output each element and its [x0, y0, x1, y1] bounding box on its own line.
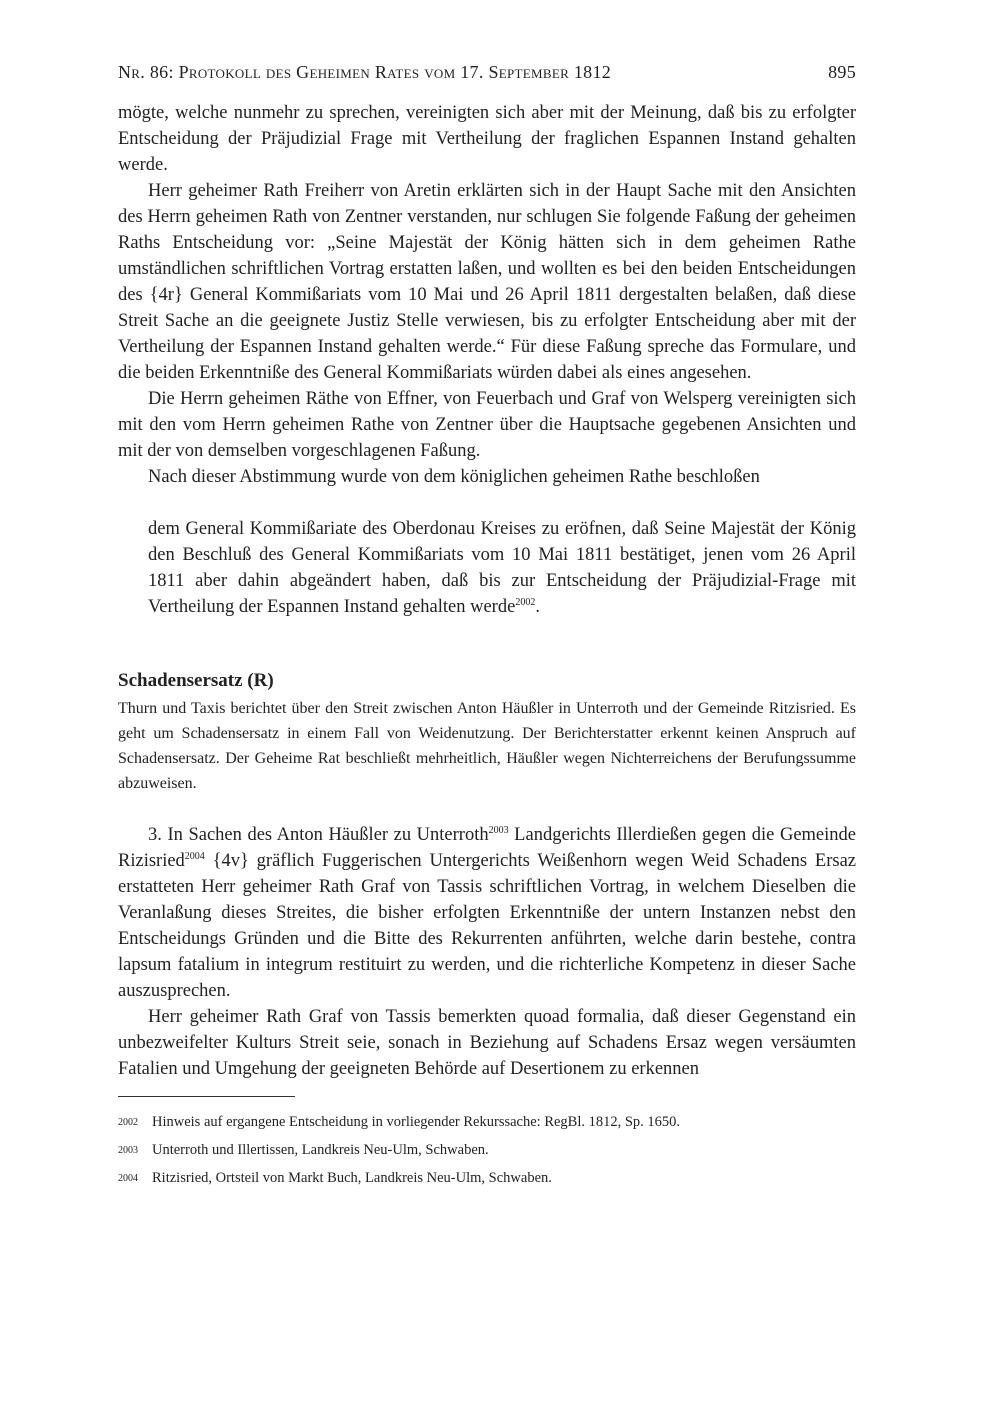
footnote-number: 2004 — [118, 1173, 138, 1184]
footnote-ref-2003: 2003 — [488, 825, 509, 836]
header-title: Nr. 86: Protokoll des Geheimen Rates vom 17. September 1812 — [118, 62, 612, 82]
footnote-number: 2003 — [118, 1145, 138, 1156]
footnote — [118, 1169, 856, 1188]
footnote-ref-2004: 2004 — [184, 851, 205, 862]
paragraph-aretin: Herr geheimer Rath Freiherr von Aretin erklärten sich in der Haupt Sache mit den Ansichten des Herrn geheimen Rath von Zentner verstanden, nur schlugen Sie folgende Faßung der geheimen Raths Entscheidung vor: „Seine Majestät der König hätten sich in dem geheimen Rathe umständlichen schriftlichen Vortrag erstatten laßen, und wollten es bei den beiden Entscheidungen des {4r} General Kommißariats vom 10 Mai und 26 April 1811 dergestalten belaßen, daß diese Streit Sache an die geeignete Justiz Stelle verwiesen, bis zu erfolgter Entscheidung aber mit der Vertheilung der Espannen Instand gehalten werde.“ Für diese Faßung spreche das Formulare, und die beiden Erkenntniße des General Kommißariats würden dabei als eines angesehen. — [118, 181, 856, 383]
footnote-text: Hinweis auf ergangene Entscheidung in vorliegender Rekurssache: RegBl. 1812, Sp. 1650. — [152, 1114, 681, 1130]
document-page — [118, 62, 856, 1197]
case-text-c: {4v} gräflich Fuggerischen Untergerichts Weißenhorn wegen Weid Schadens Ersaz erstatteten Herr geheimer Rath Graf von Tassis schriftlichen Vortrag, in welchem Dieselben die Veranlaßung dieses Streites, die bisher erfolgten Erkenntniße der untern Instanzen nebst den Entscheidungs Gründen und die Bitte des Rekurrenten anführten, welche darin bestehe, contra lapsum fatalium in integrum restituirt zu werden, und die richterliche Kompetenz in dieser Sache auszusprechen. — [118, 851, 856, 1001]
section-summary: Thurn und Taxis berichtet über den Streit zwischen Anton Häußler in Unterroth und der Gemeinde Ritzisried. Es geht um Schadensersatz in einem Fall von Weidenutzung. Der Berichterstatter erkennt keinen Anspruch auf Schadensersatz. Der Geheime Rat beschließt mehrheitlich, Häußler wegen Nichterreichens der Berufungssumme abzuweisen. — [118, 700, 856, 792]
footnote-number: 2002 — [118, 1117, 138, 1128]
paragraph-case-3 — [118, 822, 856, 1004]
footnote-ref-2002: 2002 — [515, 597, 536, 608]
footnote — [118, 1141, 856, 1160]
decision-end: . — [535, 597, 540, 617]
running-header — [118, 62, 856, 92]
footnote-divider — [118, 1096, 295, 1097]
case-text-b: Landgerichts Illerdießen gegen die Gemeinde Rizisried — [118, 825, 856, 871]
paragraph-tassis: Herr geheimer Rath Graf von Tassis bemerkten quoad formalia, daß dieser Gegenstand ein unbezweifelter Kulturs Streit seie, sonach in Beziehung auf Schadens Ersaz wegen versäumten Fatalien und Umgehung der geeigneten Behörde auf Desertionem zu erkennen — [118, 1007, 856, 1079]
footnote-text: Unterroth und Illertissen, Landkreis Neu-Ulm, Schwaben. — [152, 1142, 489, 1158]
decision-text — [118, 516, 856, 620]
page-number: 895 — [828, 62, 856, 82]
paragraph-effner: Die Herrn geheimen Räthe von Effner, von Feuerbach und Graf von Welsperg vereinigten sich mit den vom Herrn geheimen Rathe von Zentner über die Hauptsache gegebenen Ansichten und mit der von demselben vorgeschlagenen Faßung. — [118, 389, 856, 461]
case-text-a: 3. In Sachen des Anton Häußler zu Unterroth — [148, 825, 489, 845]
footnote — [118, 1113, 856, 1132]
footnote-text: Ritzisried, Ortsteil von Markt Buch, Landkreis Neu-Ulm, Schwaben. — [152, 1170, 552, 1186]
decision-body: dem General Kommißariate des Oberdonau Kreises zu eröfnen, daß Seine Majestät der König den Beschluß des General Kommißariats vom 10 Mai 1811 bestätiget, jenen vom 26 April 1811 aber dahin abgeändert haben, daß bis zur Entscheidung der Präjudizial-Frage mit Vertheilung der Espannen Instand gehalten werde — [148, 519, 856, 617]
section-heading: Schadensersatz (R) — [118, 670, 274, 691]
paragraph-continuation: mögte, welche nunmehr zu sprechen, vereinigten sich aber mit der Meinung, daß bis zu erfolgter Entscheidung der Präjudizial Frage mit Vertheilung der fraglichen Espannen Instand gehalten werde. — [118, 103, 856, 175]
paragraph-resolution-intro: Nach dieser Abstimmung wurde von dem königlichen geheimen Rathe beschloßen — [148, 467, 760, 487]
